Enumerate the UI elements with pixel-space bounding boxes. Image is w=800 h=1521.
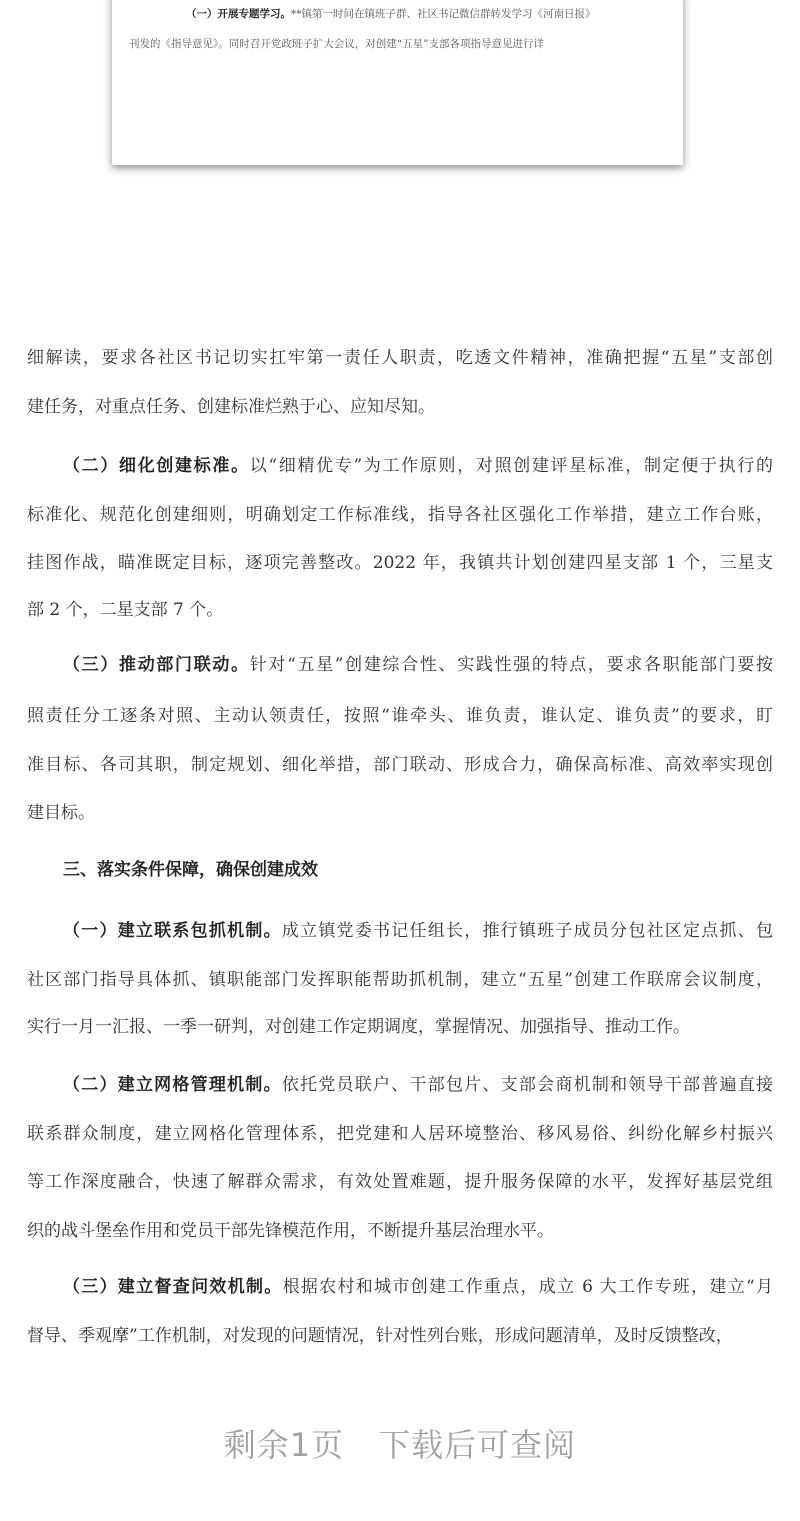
line-text: 建目标。 bbox=[27, 803, 95, 823]
download-prompt[interactable] bbox=[0, 1420, 800, 1466]
section-heading bbox=[63, 858, 773, 882]
paragraph-line bbox=[27, 598, 773, 622]
heading-text: 三、落实条件保障，确保创建成效 bbox=[63, 860, 318, 880]
line-text: 细解读，要求各社区书记切实扛牢第一责任人职责，吃透文件精神，准确把握“五星”支部创 bbox=[27, 348, 773, 368]
line-text: 根据农村和城市创建工作重点，成立 6 大工作专班，建立“月 bbox=[282, 1277, 773, 1297]
paragraph-line bbox=[27, 1219, 773, 1243]
paragraph-line bbox=[27, 551, 773, 575]
paragraph-line bbox=[27, 753, 773, 777]
paragraph-lead: （三）建立督查问效机制。 bbox=[63, 1277, 283, 1297]
paragraph-line bbox=[63, 454, 773, 478]
paragraph-lead: （二）细化创建标准。 bbox=[63, 456, 250, 476]
paragraph-line bbox=[27, 704, 773, 728]
paragraph-line bbox=[27, 395, 773, 419]
line-text: 织的战斗堡垒作用和党员干部先锋模范作用，不断提升基层治理水平。 bbox=[27, 1221, 554, 1241]
line-text: 实行一月一汇报、一季一研判，对创建工作定期调度，掌握情况、加强指导、推动工作。 bbox=[27, 1017, 690, 1037]
card-line-2: 刊发的《指导意见》。同时召开党政班子扩大会议，对创建“五星”支部各项指导意见进行详 bbox=[129, 38, 544, 50]
line-text: 联系群众制度，建立网格化管理体系，把党建和人居环境整治、移风易俗、纠纷化解乡村振兴 bbox=[27, 1124, 773, 1144]
paragraph-line bbox=[27, 503, 773, 527]
line-text: 标准化、规范化创建细则，明确划定工作标准线，指导各社区强化工作举措，建立工作台账， bbox=[27, 505, 773, 525]
paragraph-line bbox=[27, 968, 773, 992]
card-text: **镇第一时间在镇班子群、社区书记微信群转发学习《河南日报》 bbox=[291, 8, 596, 20]
line-text: 督导、季观摩”工作机制，对发现的问题情况，针对性列台账，形成问题清单，及时反馈整改， bbox=[27, 1326, 733, 1346]
remaining-pages-label: 剩余1页 bbox=[223, 1426, 345, 1464]
line-text: 照责任分工逐条对照、主动认领责任，按照“谁牵头、谁负责，谁认定、谁负责”的要求，盯 bbox=[27, 706, 773, 726]
line-text: 等工作深度融合，快速了解群众需求，有效处置难题，提升服务保障的水平，发挥好基层党组 bbox=[27, 1172, 773, 1192]
line-text: 建任务，对重点任务、创建标准烂熟于心、应知尽知。 bbox=[27, 397, 435, 417]
paragraph-line bbox=[63, 1275, 773, 1299]
paragraph-line bbox=[27, 1324, 773, 1348]
line-text: 针对“五星”创建综合性、实践性强的特点，要求各职能部门要按 bbox=[249, 655, 774, 675]
paragraph-lead: （二）建立网格管理机制。 bbox=[63, 1075, 282, 1095]
paragraph-line bbox=[27, 1122, 773, 1146]
paragraph-line bbox=[27, 801, 773, 825]
line-text: 依托党员联户、干部包片、支部会商机制和领导干部普遍直接 bbox=[281, 1075, 774, 1095]
paragraph-line bbox=[27, 1170, 773, 1194]
line-text: 社区部门指导具体抓、镇职能部门发挥职能帮助抓机制，建立“五星”创建工作联席会议制度， bbox=[27, 970, 773, 990]
line-text: 以“细精优专”为工作原则，对照创建评星标准，制定便于执行的 bbox=[249, 456, 774, 476]
line-text: 成立镇党委书记任组长，推行镇班子成员分包社区定点抓、包 bbox=[281, 921, 774, 941]
paragraph-line bbox=[63, 919, 773, 943]
download-to-view-label[interactable]: 下载后可查阅 bbox=[378, 1426, 577, 1464]
line-text: 部 2 个，二星支部 7 个。 bbox=[27, 600, 224, 620]
line-text: 准目标、各司其职，制定规划、细化举措，部门联动、形成合力，确保高标准、高效率实现创 bbox=[27, 755, 773, 775]
paragraph-line bbox=[27, 1015, 773, 1039]
paragraph-lead: （一）建立联系包抓机制。 bbox=[63, 921, 282, 941]
card-bold-lead: （一）开展专题学习。 bbox=[186, 8, 291, 20]
preview-card bbox=[112, 0, 683, 165]
line-text: 挂图作战，瞄准既定目标，逐项完善整改。2022 年，我镇共计划创建四星支部 1 个，三星支 bbox=[27, 553, 773, 573]
paragraph-line bbox=[63, 653, 773, 677]
paragraph-line bbox=[27, 346, 773, 370]
paragraph-line bbox=[63, 1073, 773, 1097]
paragraph-lead: （三）推动部门联动。 bbox=[63, 655, 250, 675]
card-line-1 bbox=[186, 6, 596, 21]
